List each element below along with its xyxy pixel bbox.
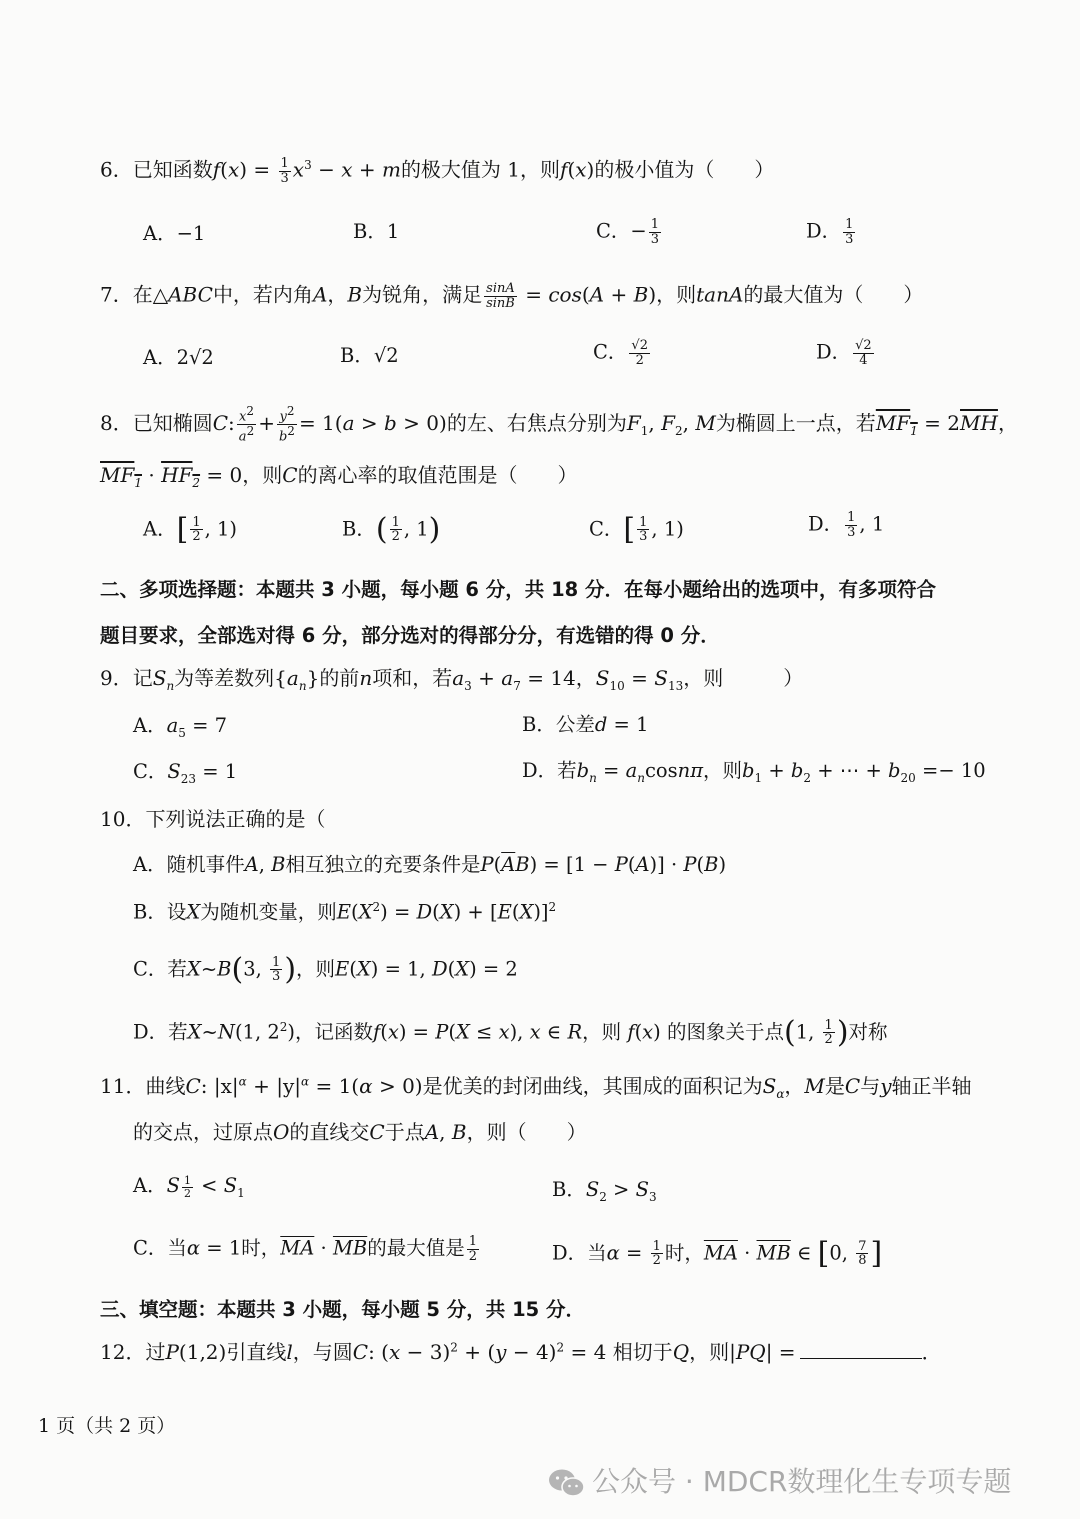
q6-option-b: B．1 xyxy=(353,220,400,243)
q7-option-b: B．√2 xyxy=(340,344,399,367)
question-9-stem: 9．记$S_n$为等差数列$\{a_n\}$的前n项和，若$a_3 + a_7 = 14$，$S_{10} = S_{13}$，则 ） xyxy=(100,666,804,693)
q9-option-a: A．$a_5 = 7$ xyxy=(133,714,228,740)
q8-option-d: D． $\frac{1}{3}$ , 1 xyxy=(808,510,885,540)
q9-option-d: D．若$b_n = a_n\cos n\pi$，则$b_1 + b_2$ + ⋯ + $b_{20} =- 10$ xyxy=(522,759,986,785)
q10-option-c: C．若X~B(3, $\frac{1}{3}$ )，则E(X) = 1, D(X) = 2 xyxy=(133,952,518,987)
question-10-stem: 10．下列说法正确的是（ xyxy=(100,807,326,831)
q9-option-c: C．$S_{23} = 1$ xyxy=(133,760,238,786)
q7-option-d: D． $\frac{√2}{4}$ xyxy=(816,338,872,368)
q10-option-d: D．若X~N(1, $2^2$)，记函数f(x) = P(X ≤ x), x ∈ R，则 f(x) 的图象关于点(1, $\frac{1}{2}$ )对称 xyxy=(133,1015,888,1050)
question-6-stem: 6．已知函数f(x) = $\frac{1}{3}$ $x^3 - x + m$的极大值为 1，则f(x)的极小值为（ ） xyxy=(100,156,775,186)
q6-text2: 的极小值为（ ） xyxy=(594,157,775,182)
answer-blank[interactable] xyxy=(800,1358,922,1359)
q8-option-c: C．[ $\frac{1}{3}$ , 1) xyxy=(589,512,684,547)
q7-option-c: C． $\frac{√2}{2}$ xyxy=(593,338,648,368)
q11-option-d: D．当α = $\frac{1}{2}$ 时，$\overline{MA} \cdot \overline{MB}$ ∈ [0, $\frac{7}{8}$ ] xyxy=(552,1236,883,1271)
section-2-heading-line2: 题目要求，全部选对得 6 分，部分选对的得部分分，有选错的得 0 分． xyxy=(100,624,720,647)
q6-option-d: D． $\frac{1}{3}$ xyxy=(806,217,854,247)
q6-prefix: 6．已知函数 xyxy=(100,157,213,182)
q8-option-b: B．( $\frac{1}{2}$ , 1) xyxy=(342,512,441,547)
q7-option-a: A．2√2 xyxy=(143,346,214,369)
q8-option-a: A．[ $\frac{1}{2}$ , 1) xyxy=(143,512,238,547)
q6-text1: 的极大值为 1，则 xyxy=(400,157,561,182)
question-11-line2: 的交点，过原点O的直线交C于点A, B，则（ ） xyxy=(133,1120,587,1144)
page-footer: 1 页（共 2 页） xyxy=(38,1415,176,1437)
section-3-heading: 三、填空题：本题共 3 小题，每小题 5 分，共 15 分． xyxy=(100,1298,586,1321)
question-8-stem: 8．已知椭圆C: $\frac{x^2}{a^2}$ + $\frac{y^2}{b^2}$ = 1(a > b > 0)的左、右焦点分别为$F_1$, $F_2$, M为椭圆上一点，若$MF_1 = 2\overline{MH}$， xyxy=(100,404,1018,445)
q10-option-a: A．随机事件A, B相互独立的充要条件是$P(\overline{A}B) = [1 - P(A)] \cdot P(B)$ xyxy=(133,853,727,876)
question-8-line2: $MF_1 \cdot HF_2 = 0$，则C的离心率的取值范围是（ ） xyxy=(100,463,578,490)
q11-option-c: C．当α = 1时，$\overline{MA} \cdot \overline{MB}$的最大值是 $\frac{1}{2}$ xyxy=(133,1234,478,1264)
watermark: 公众号 · MDCR数理化生专项专题 xyxy=(548,1460,1011,1500)
section-2-heading: 二、多项选择题：本题共 3 小题，每小题 6 分，共 18 分．在每小题给出的选项中，有多项符合 xyxy=(100,578,937,601)
q10-option-b: B．设X为随机变量，则$E(X^2) = D(X) + [E(X)]^2$ xyxy=(133,900,557,924)
q6-option-a: A．−1 xyxy=(143,222,206,245)
q11-option-a: A．S $\frac{1}{2}$ < $S_1$ xyxy=(133,1174,245,1200)
q9-option-b: B．公差d = 1 xyxy=(522,713,649,736)
wechat-icon xyxy=(548,1468,586,1498)
q11-option-b: B．$S_2 > S_3$ xyxy=(552,1178,657,1204)
q6-option-c: C．− $\frac{1}{3}$ xyxy=(596,217,660,247)
question-12-stem: 12．过P(1,2)引直线l，与圆C: $(x - 3)^2 + (y - 4)^2 = 4$ 相切于Q，则|PQ| = ． xyxy=(100,1340,942,1364)
question-11-stem: 11．曲线C: $|x|^\alpha + |y|^\alpha = 1(\alpha > 0)$是优美的封闭曲线，其围成的面积记为$S_\alpha$，M是C与y轴正半轴 xyxy=(100,1074,972,1101)
question-7-stem: 7．在△ABC中，若内角A，B为锐角，满足 $\frac{\sin A}{\sin B}$ = cos(A + B)，则tanA的最大值为（ ） xyxy=(100,281,924,311)
